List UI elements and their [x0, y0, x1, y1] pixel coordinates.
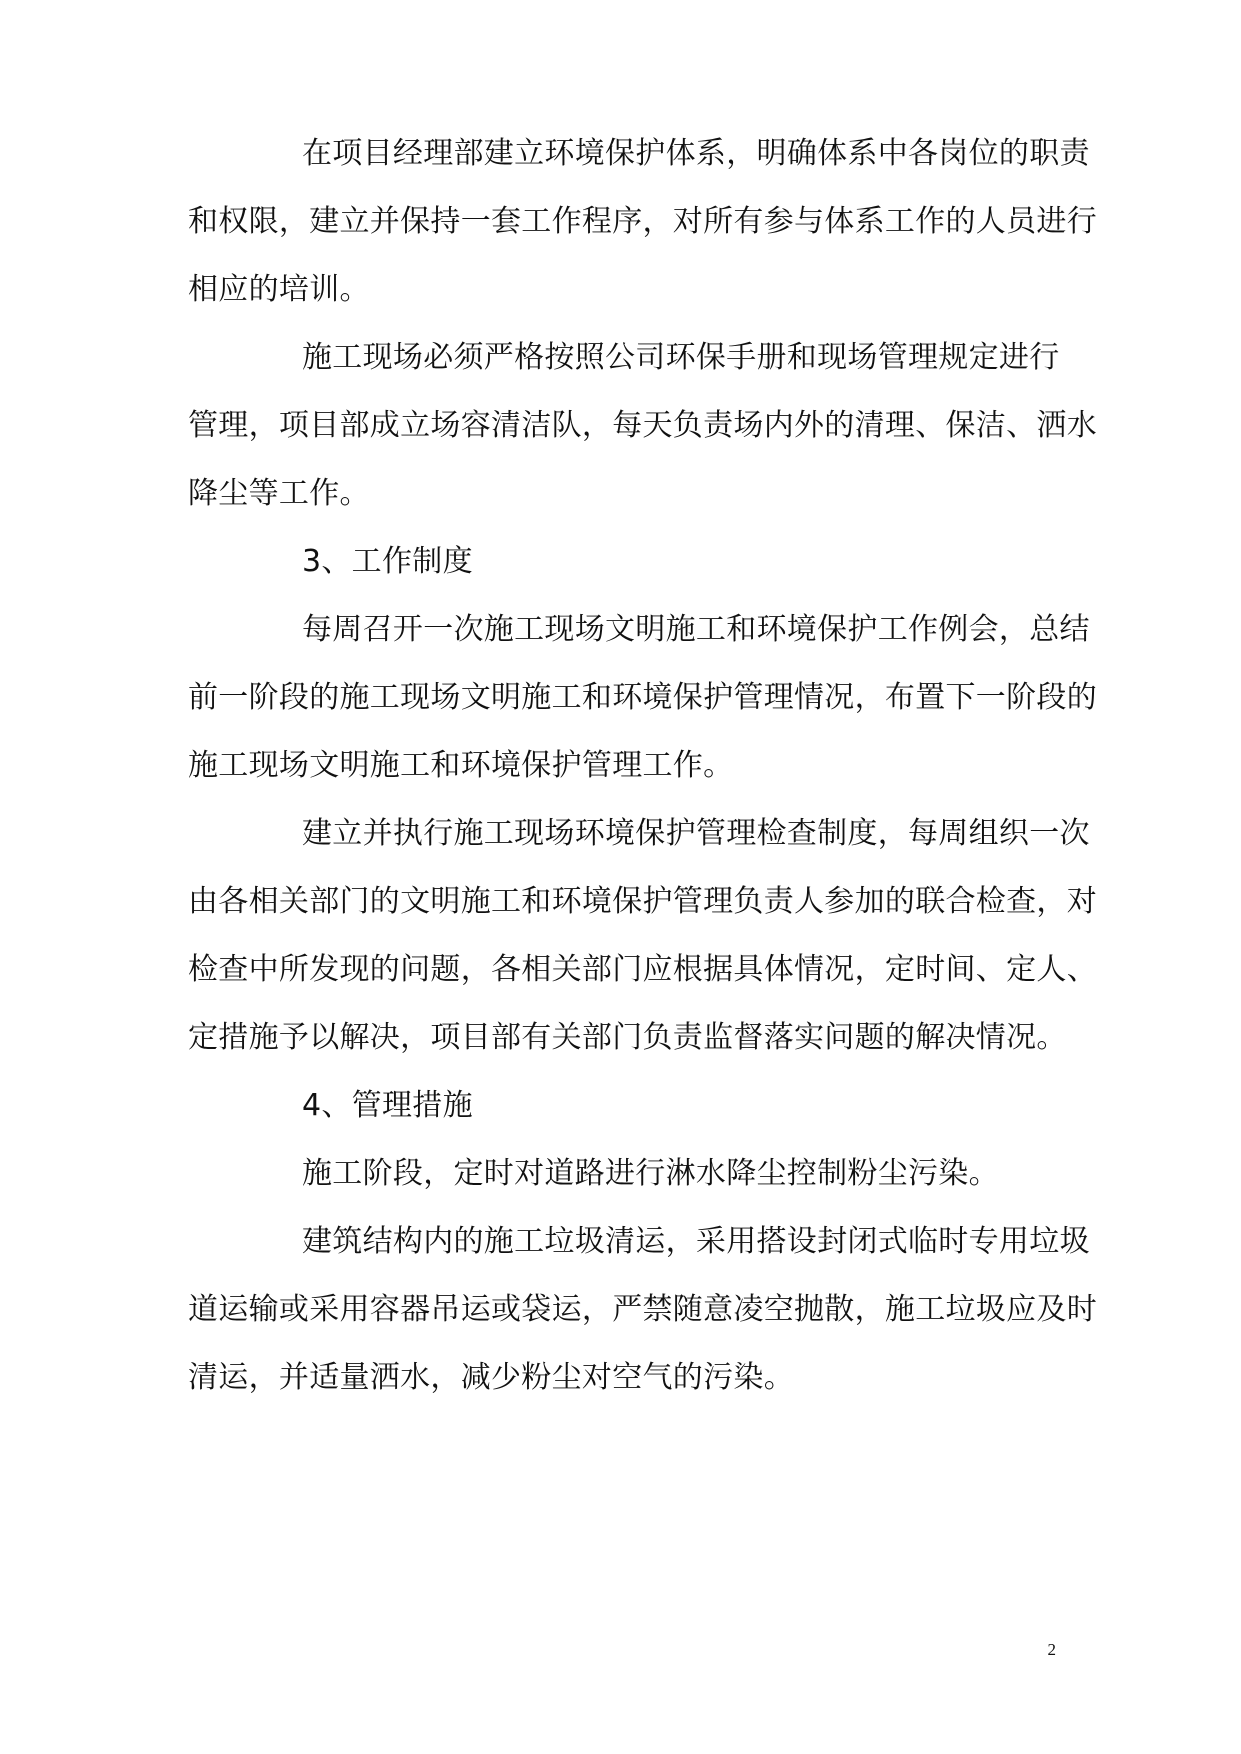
paragraph-line: 管理，项目部成立场容清洁队，每天负责场内外的清理、保洁、洒水	[188, 408, 1097, 443]
paragraph-line: 施工现场必须严格按照公司环保手册和现场管理规定进行	[302, 340, 1060, 375]
paragraph-line: 检查中所发现的问题，各相关部门应根据具体情况，定时间、定人、	[188, 952, 1097, 987]
paragraph-line: 和权限，建立并保持一套工作程序，对所有参与体系工作的人员进行	[188, 204, 1097, 239]
paragraph-line: 每周召开一次施工现场文明施工和环境保护工作例会，总结	[302, 612, 1090, 647]
paragraph-line: 在项目经理部建立环境保护体系，明确体系中各岗位的职责	[302, 136, 1090, 171]
paragraph-line: 建筑结构内的施工垃圾清运，采用搭设封闭式临时专用垃圾	[302, 1224, 1090, 1259]
paragraph-line: 降尘等工作。	[188, 476, 370, 511]
paragraph-line: 施工现场文明施工和环境保护管理工作。	[188, 748, 734, 783]
paragraph-line: 定措施予以解决，项目部有关部门负责监督落实问题的解决情况。	[188, 1020, 1067, 1055]
paragraph-line: 施工阶段，定时对道路进行淋水降尘控制粉尘污染。	[302, 1156, 999, 1191]
paragraph-line: 相应的培训。	[188, 272, 370, 307]
page-number: 2	[1047, 1640, 1056, 1659]
paragraph-line: 由各相关部门的文明施工和环境保护管理负责人参加的联合检查，对	[188, 884, 1097, 919]
paragraph-line: 前一阶段的施工现场文明施工和环境保护管理情况，布置下一阶段的	[188, 680, 1097, 715]
paragraph-line: 建立并执行施工现场环境保护管理检查制度，每周组织一次	[302, 816, 1090, 851]
section-heading: 3、工作制度	[302, 544, 473, 579]
section-heading: 4、管理措施	[302, 1088, 473, 1123]
paragraph-line: 道运输或采用容器吊运或袋运，严禁随意凌空抛散，施工垃圾应及时	[188, 1292, 1097, 1327]
paragraph-line: 清运，并适量洒水，减少粉尘对空气的污染。	[188, 1360, 794, 1395]
